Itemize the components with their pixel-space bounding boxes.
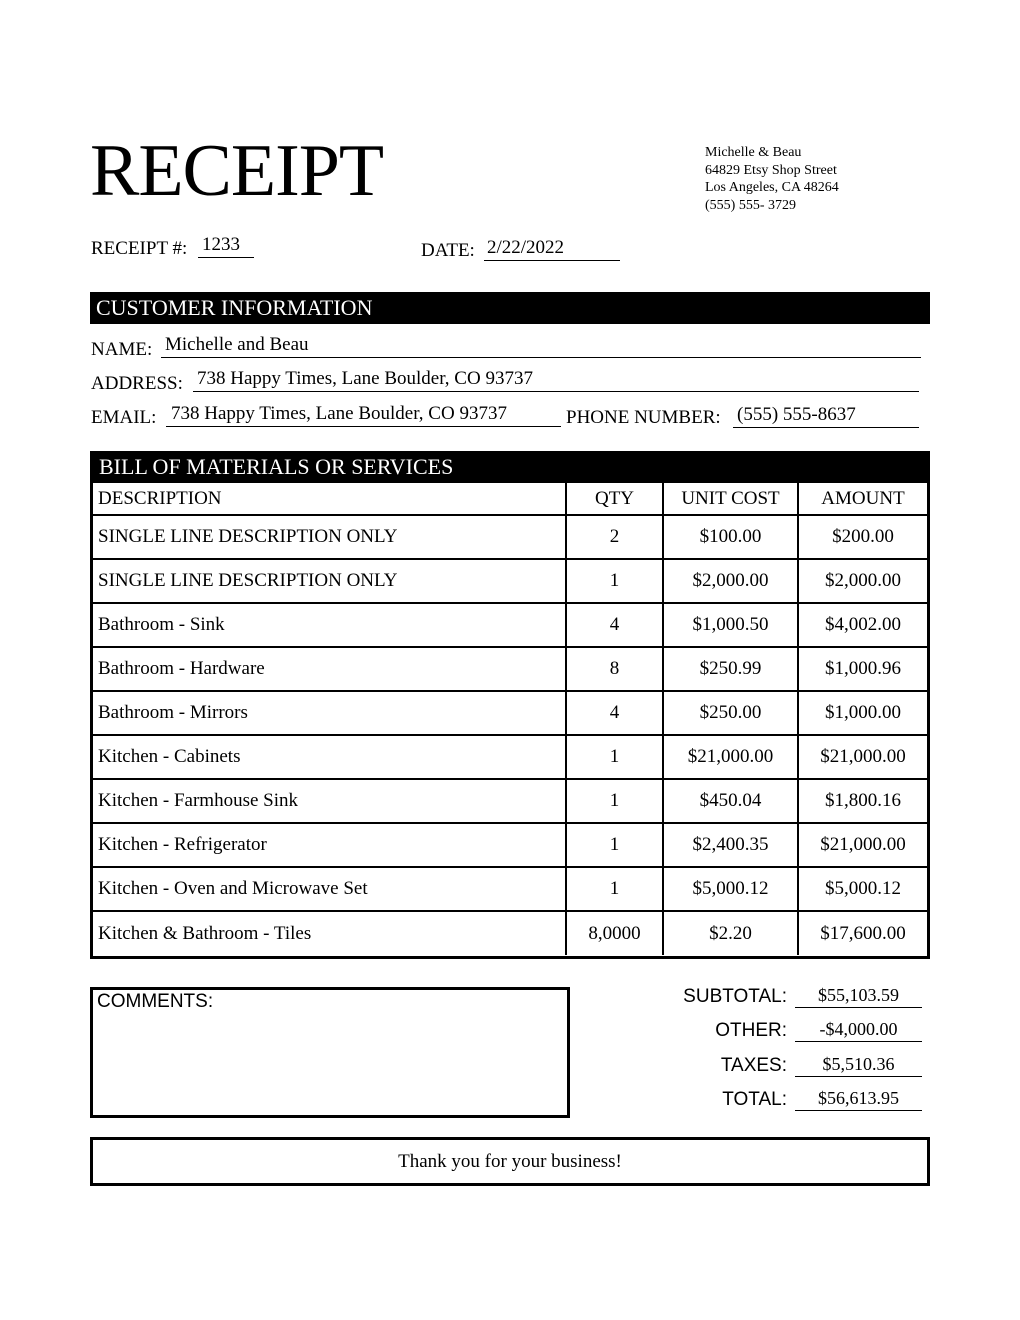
item-unit-cost: $2,400.35 <box>663 823 798 867</box>
comments-box[interactable] <box>90 987 570 1118</box>
item-unit-cost: $250.99 <box>663 647 798 691</box>
item-unit-cost: $5,000.12 <box>663 867 798 911</box>
table-row <box>93 867 927 911</box>
total-value: $56,613.95 <box>795 1087 922 1111</box>
items-table <box>93 483 927 955</box>
item-amount: $1,000.96 <box>798 647 927 691</box>
item-qty: 8,0000 <box>566 911 663 955</box>
comments-label: COMMENTS: <box>97 991 214 1012</box>
item-description: Kitchen - Oven and Microwave Set <box>93 867 566 911</box>
column-header-qty: QTY <box>566 483 663 515</box>
table-row <box>93 911 927 955</box>
item-amount: $1,000.00 <box>798 691 927 735</box>
receipt-number-label: RECEIPT #: <box>91 238 188 259</box>
date-field[interactable]: 2/22/2022 <box>484 237 620 261</box>
item-unit-cost: $2.20 <box>663 911 798 955</box>
item-qty: 4 <box>566 603 663 647</box>
business-city: Los Angeles, CA 48264 <box>705 180 839 195</box>
item-description: Kitchen - Refrigerator <box>93 823 566 867</box>
item-qty: 1 <box>566 823 663 867</box>
email-field[interactable]: 738 Happy Times, Lane Boulder, CO 93737 <box>166 403 561 427</box>
business-info <box>705 144 839 214</box>
item-qty: 1 <box>566 779 663 823</box>
receipt-title: RECEIPT <box>90 130 384 212</box>
item-qty: 1 <box>566 867 663 911</box>
table-row <box>93 559 927 603</box>
column-header-amount: AMOUNT <box>798 483 927 515</box>
item-qty: 2 <box>566 515 663 559</box>
name-label: NAME: <box>91 339 153 360</box>
item-description: Kitchen & Bathroom - Tiles <box>93 911 566 955</box>
table-row <box>93 691 927 735</box>
item-unit-cost: $2,000.00 <box>663 559 798 603</box>
total-label: TOTAL: <box>722 1089 787 1110</box>
table-row <box>93 603 927 647</box>
item-amount: $17,600.00 <box>798 911 927 955</box>
item-unit-cost: $100.00 <box>663 515 798 559</box>
email-label: EMAIL: <box>91 407 157 428</box>
column-header-unit-cost: UNIT COST <box>663 483 798 515</box>
table-header-row <box>93 483 927 515</box>
item-description: SINGLE LINE DESCRIPTION ONLY <box>93 515 566 559</box>
item-amount: $21,000.00 <box>798 735 927 779</box>
subtotal-label: SUBTOTAL: <box>683 986 787 1007</box>
item-amount: $1,800.16 <box>798 779 927 823</box>
item-amount: $21,000.00 <box>798 823 927 867</box>
business-phone: (555) 555- 3729 <box>705 197 796 213</box>
table-row <box>93 779 927 823</box>
table-row <box>93 515 927 559</box>
item-description: Bathroom - Sink <box>93 603 566 647</box>
item-description: Kitchen - Cabinets <box>93 735 566 779</box>
business-street: 64829 Etsy Shop Street <box>705 162 837 178</box>
item-unit-cost: $1,000.50 <box>663 603 798 647</box>
item-qty: 1 <box>566 735 663 779</box>
table-row <box>93 647 927 691</box>
item-qty: 1 <box>566 559 663 603</box>
item-amount: $5,000.12 <box>798 867 927 911</box>
column-header-description: DESCRIPTION <box>93 483 566 515</box>
taxes-label: TAXES: <box>720 1055 787 1076</box>
receipt-number-field[interactable]: 1233 <box>198 234 254 258</box>
item-amount: $2,000.00 <box>798 559 927 603</box>
item-description: Kitchen - Farmhouse Sink <box>93 779 566 823</box>
other-value: -$4,000.00 <box>795 1018 922 1042</box>
item-description: SINGLE LINE DESCRIPTION ONLY <box>93 559 566 603</box>
table-row <box>93 735 927 779</box>
item-qty: 4 <box>566 691 663 735</box>
business-name: Michelle & Beau <box>705 145 802 160</box>
phone-label: PHONE NUMBER: <box>566 407 721 428</box>
item-description: Bathroom - Hardware <box>93 647 566 691</box>
address-label: ADDRESS: <box>91 373 183 394</box>
table-row <box>93 823 927 867</box>
item-amount: $200.00 <box>798 515 927 559</box>
bill-heading: BILL OF MATERIALS OR SERVICES <box>90 451 930 483</box>
address-field[interactable]: 738 Happy Times, Lane Boulder, CO 93737 <box>193 368 919 392</box>
thank-you-banner: Thank you for your business! <box>90 1137 930 1186</box>
item-qty: 8 <box>566 647 663 691</box>
name-field[interactable]: Michelle and Beau <box>161 334 921 358</box>
taxes-value: $5,510.36 <box>795 1053 922 1077</box>
item-unit-cost: $450.04 <box>663 779 798 823</box>
bill-of-materials <box>90 451 930 959</box>
item-description: Bathroom - Mirrors <box>93 691 566 735</box>
phone-field[interactable]: (555) 555-8637 <box>733 404 919 428</box>
customer-info-heading: CUSTOMER INFORMATION <box>90 292 930 324</box>
subtotal-value: $55,103.59 <box>795 984 922 1008</box>
item-unit-cost: $250.00 <box>663 691 798 735</box>
item-amount: $4,002.00 <box>798 603 927 647</box>
item-unit-cost: $21,000.00 <box>663 735 798 779</box>
date-label: DATE: <box>421 240 475 261</box>
other-label: OTHER: <box>715 1020 787 1041</box>
